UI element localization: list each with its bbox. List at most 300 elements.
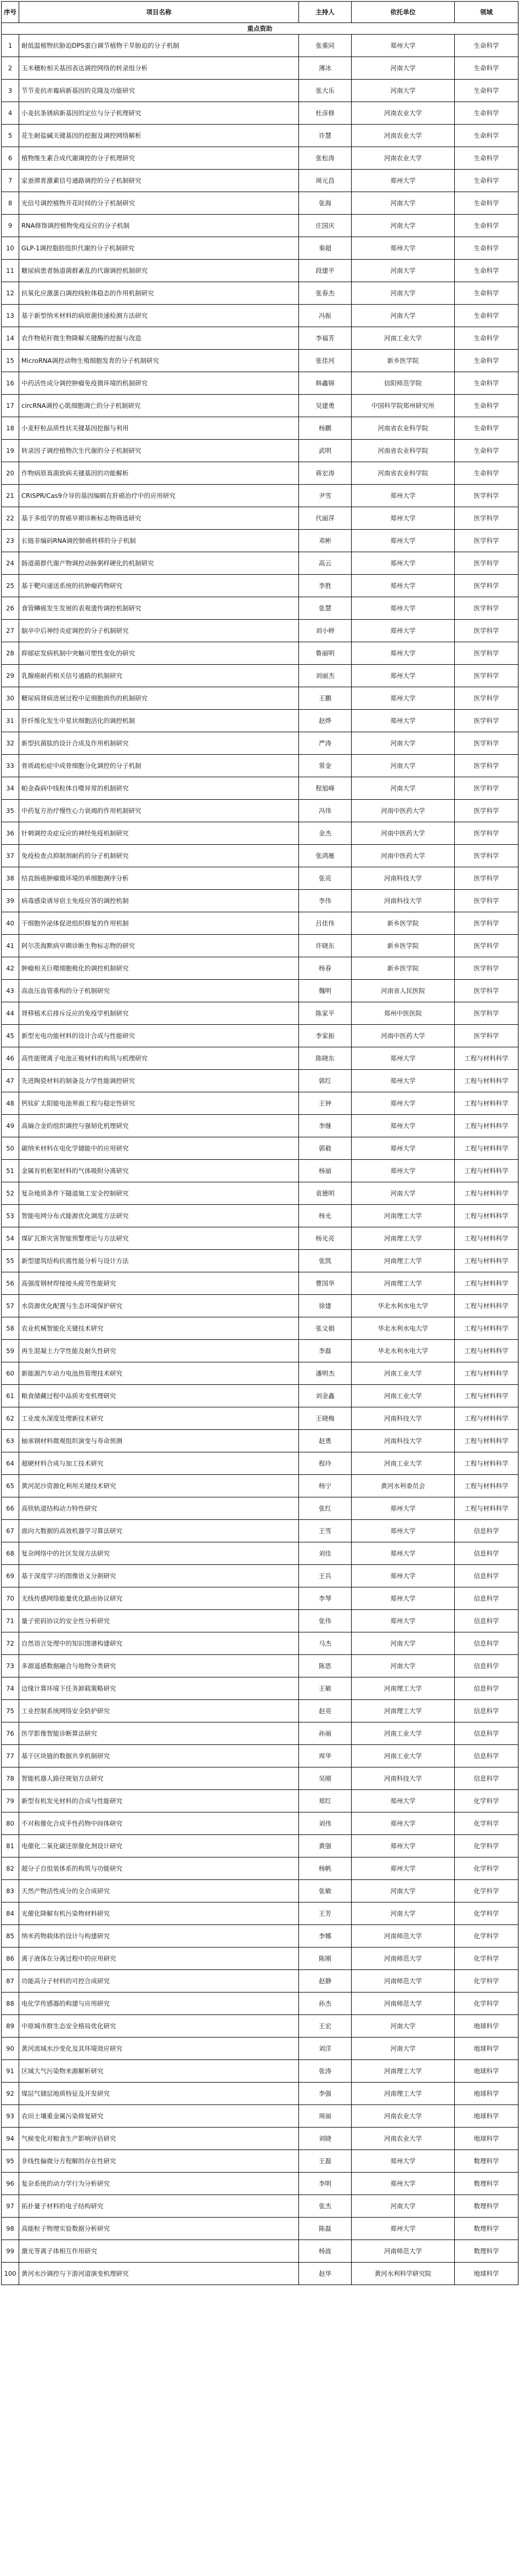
cell-no: 86 [2, 1948, 19, 1970]
cell-unit: 新乡医学院 [352, 935, 455, 957]
cell-host: 李强 [299, 2083, 352, 2105]
cell-name: 糖尿病患者肠道菌群紊乱的代谢调控机制研究 [19, 260, 299, 282]
cell-no: 62 [2, 1407, 19, 1430]
cell-host: 杜彦修 [299, 102, 352, 125]
cell-unit: 河南大学 [352, 1880, 455, 1902]
cell-name: 光催化降解有机污染物材料研究 [19, 1902, 299, 1925]
cell-name: 光信号调控植物开花时间的分子机制研究 [19, 192, 299, 215]
cell-field: 医学科学 [455, 507, 518, 530]
table-row [2, 57, 518, 80]
cell-no: 47 [2, 1070, 19, 1092]
cell-field: 化学科学 [455, 1812, 518, 1835]
cell-name: 轴承钢材料微观组织演变与寿命预测 [19, 1430, 299, 1452]
cell-field: 生命科学 [455, 125, 518, 147]
cell-host: 郑红 [299, 1790, 352, 1812]
cell-unit: 河南科技大学 [352, 890, 455, 912]
cell-no: 4 [2, 102, 19, 125]
table-row [2, 125, 518, 147]
cell-host: 张红 [299, 1497, 352, 1520]
cell-no: 77 [2, 1745, 19, 1767]
cell-unit: 郑州大学 [352, 1115, 455, 1137]
cell-field: 化学科学 [455, 1948, 518, 1970]
table-row [2, 1137, 518, 1160]
cell-host: 冯伟 [299, 800, 352, 822]
cell-host: 周元昌 [299, 170, 352, 192]
cell-host: 杨帆 [299, 1857, 352, 1880]
cell-unit: 河南农业大学 [352, 2128, 455, 2150]
cell-no: 7 [2, 170, 19, 192]
cell-no: 56 [2, 1272, 19, 1295]
cell-host: 黄强 [299, 1835, 352, 1857]
cell-name: 高强度钢材焊接接头疲劳性能研究 [19, 1272, 299, 1295]
cell-name: 病毒感染诱导宿主免疫应答的调控机制 [19, 890, 299, 912]
cell-field: 医学科学 [455, 687, 518, 710]
cell-name: 量子密码协议的安全性分析研究 [19, 1610, 299, 1632]
table-row [2, 800, 518, 822]
cell-unit: 新乡医学院 [352, 912, 455, 935]
cell-field: 医学科学 [455, 642, 518, 665]
table-row [2, 1340, 518, 1362]
cell-no: 38 [2, 867, 19, 890]
table-row [2, 1790, 518, 1812]
cell-field: 医学科学 [455, 800, 518, 822]
cell-unit: 河南省农业科学院 [352, 417, 455, 440]
cell-unit: 河南师范大学 [352, 2240, 455, 2263]
cell-host: 周丽 [299, 2105, 352, 2128]
table-row [2, 530, 518, 552]
cell-field: 生命科学 [455, 282, 518, 305]
table-row [2, 552, 518, 575]
cell-host: 李琴 [299, 1587, 352, 1610]
cell-no: 67 [2, 1520, 19, 1542]
cell-unit: 郑州大学 [352, 2218, 455, 2240]
cell-no: 15 [2, 350, 19, 372]
cell-unit: 郑州大学 [352, 170, 455, 192]
cell-host: 吕佳伟 [299, 912, 352, 935]
cell-field: 信息科学 [455, 1655, 518, 1677]
cell-field: 信息科学 [455, 1520, 518, 1542]
cell-name: 脑卒中后神经炎症调控的分子机制研究 [19, 620, 299, 642]
table-row [2, 1632, 518, 1655]
cell-unit: 河南工业大学 [352, 1745, 455, 1767]
cell-unit: 河南大学 [352, 1655, 455, 1677]
cell-name: 中药活性成分调控肿瘤免疫微环境的机制研究 [19, 372, 299, 395]
cell-unit: 河南大学 [352, 215, 455, 237]
cell-no: 5 [2, 125, 19, 147]
cell-no: 97 [2, 2195, 19, 2218]
cell-name: 基于靶向递送系统的抗肿瘤药物研究 [19, 575, 299, 597]
cell-host: 冯振 [299, 305, 352, 327]
table-row [2, 980, 518, 1002]
cell-unit: 信阳师范学院 [352, 372, 455, 395]
table-row [2, 327, 518, 350]
cell-field: 生命科学 [455, 440, 518, 462]
cell-field: 医学科学 [455, 575, 518, 597]
cell-unit: 河南大学 [352, 1902, 455, 1925]
cell-field: 生命科学 [455, 237, 518, 260]
cell-host: 段建平 [299, 260, 352, 282]
cell-unit: 河南师范大学 [352, 1970, 455, 1993]
cell-name: 复杂地质条件下隧道施工安全控制研究 [19, 1182, 299, 1205]
table-row [2, 597, 518, 620]
cell-unit: 河南理工大学 [352, 1227, 455, 1250]
cell-name: 作物病原真菌致病关键基因的功能解析 [19, 462, 299, 485]
cell-no: 69 [2, 1565, 19, 1587]
cell-no: 44 [2, 1002, 19, 1025]
cell-field: 工程与材料科学 [455, 1182, 518, 1205]
cell-unit: 新乡医学院 [352, 350, 455, 372]
cell-name: circRNA调控心肌细胞凋亡的分子机制研究 [19, 395, 299, 417]
cell-unit: 河南工业大学 [352, 1722, 455, 1745]
cell-field: 化学科学 [455, 1835, 518, 1857]
cell-field: 生命科学 [455, 102, 518, 125]
cell-host: 张松涛 [299, 147, 352, 170]
cell-field: 工程与材料科学 [455, 1317, 518, 1340]
cell-host: 王芳 [299, 1902, 352, 1925]
cell-unit: 河南理工大学 [352, 1250, 455, 1272]
cell-unit: 河南省农业科学院 [352, 440, 455, 462]
cell-no: 37 [2, 845, 19, 867]
table-row [2, 215, 518, 237]
cell-field: 工程与材料科学 [455, 1250, 518, 1272]
cell-name: 煤层气储层地质特征及开发研究 [19, 2083, 299, 2105]
cell-unit: 郑州大学 [352, 2173, 455, 2195]
cell-unit: 郑州大学 [352, 1137, 455, 1160]
cell-field: 工程与材料科学 [455, 1295, 518, 1317]
cell-no: 40 [2, 912, 19, 935]
cell-field: 医学科学 [455, 980, 518, 1002]
cell-field: 医学科学 [455, 665, 518, 687]
table-row [2, 1070, 518, 1092]
cell-no: 81 [2, 1835, 19, 1857]
cell-name: 家蚕滞育激素信号通路调控的分子机制研究 [19, 170, 299, 192]
cell-host: 吴刚 [299, 1767, 352, 1790]
cell-name: 黄河水沙调控与下游河道演变机理研究 [19, 2263, 299, 2285]
cell-unit: 河南大学 [352, 305, 455, 327]
cell-no: 42 [2, 957, 19, 980]
table-row [2, 575, 518, 597]
cell-no: 8 [2, 192, 19, 215]
cell-host: 曹国华 [299, 1272, 352, 1295]
cell-host: 马杰 [299, 1632, 352, 1655]
cell-no: 13 [2, 305, 19, 327]
cell-unit: 郑州大学 [352, 1520, 455, 1542]
cell-no: 52 [2, 1182, 19, 1205]
cell-name: 基于多组学的胃癌早期诊断标志物筛选研究 [19, 507, 299, 530]
cell-unit: 郑州大学 [352, 1610, 455, 1632]
cell-name: 小麦籽粒品质性状关键基因挖掘与利用 [19, 417, 299, 440]
cell-name: 干细胞外泌体促进组织修复的作用机制 [19, 912, 299, 935]
cell-name: 糖尿病肾病进展过程中足细胞损伤的机制研究 [19, 687, 299, 710]
cell-no: 29 [2, 665, 19, 687]
table-row [2, 417, 518, 440]
cell-no: 16 [2, 372, 19, 395]
cell-host: 张大乐 [299, 80, 352, 102]
cell-no: 93 [2, 2105, 19, 2128]
cell-host: 张文娟 [299, 1317, 352, 1340]
table-row [2, 2150, 518, 2173]
table-row [2, 2128, 518, 2150]
cell-host: 张凯 [299, 1250, 352, 1272]
table-row [2, 912, 518, 935]
cell-unit: 河南中医药大学 [352, 822, 455, 845]
cell-field: 信息科学 [455, 1565, 518, 1587]
cell-host: 许晓东 [299, 935, 352, 957]
cell-no: 22 [2, 507, 19, 530]
cell-field: 医学科学 [455, 732, 518, 755]
cell-field: 医学科学 [455, 957, 518, 980]
cell-no: 45 [2, 1025, 19, 1047]
cell-no: 50 [2, 1137, 19, 1160]
cell-unit: 郑州大学 [352, 1092, 455, 1115]
table-row [2, 1722, 518, 1745]
cell-unit: 河南理工大学 [352, 2083, 455, 2105]
cell-name: 医学影像智能诊断算法研究 [19, 1722, 299, 1745]
cell-field: 工程与材料科学 [455, 1385, 518, 1407]
cell-name: 抗氧化应激蛋白调控线粒体稳态的作用机制研究 [19, 282, 299, 305]
table-row [2, 620, 518, 642]
cell-unit: 郑州大学 [352, 1790, 455, 1812]
table-row [2, 1115, 518, 1137]
header-field: 领域 [455, 2, 518, 23]
group-title: 重点资助 [2, 23, 518, 35]
cell-no: 23 [2, 530, 19, 552]
cell-unit: 河南农业大学 [352, 102, 455, 125]
cell-name: 煤矿瓦斯灾害智能预警理论与方法研究 [19, 1227, 299, 1250]
table-row [2, 1475, 518, 1497]
table-row [2, 1857, 518, 1880]
cell-no: 1 [2, 35, 19, 57]
cell-field: 化学科学 [455, 1857, 518, 1880]
table-row [2, 1092, 518, 1115]
cell-host: 代丽萍 [299, 507, 352, 530]
cell-name: 激光等离子体相互作用研究 [19, 2240, 299, 2263]
cell-field: 医学科学 [455, 1002, 518, 1025]
cell-field: 工程与材料科学 [455, 1362, 518, 1385]
cell-unit: 郑州大学 [352, 620, 455, 642]
cell-no: 10 [2, 237, 19, 260]
cell-name: 基于区块链的数据共享机制研究 [19, 1745, 299, 1767]
cell-field: 数理科学 [455, 2173, 518, 2195]
cell-no: 11 [2, 260, 19, 282]
cell-host: 杨光 [299, 1205, 352, 1227]
cell-field: 医学科学 [455, 530, 518, 552]
cell-no: 73 [2, 1655, 19, 1677]
cell-name: 高铁轨道结构动力特性研究 [19, 1497, 299, 1520]
cell-unit: 华北水利水电大学 [352, 1340, 455, 1362]
cell-unit: 郑州大学 [352, 1047, 455, 1070]
table-row [2, 1880, 518, 1902]
cell-name: 不对称催化合成手性药物中间体研究 [19, 1812, 299, 1835]
cell-no: 54 [2, 1227, 19, 1250]
cell-host: 李家振 [299, 1025, 352, 1047]
cell-name: 肝纤维化发生中星状细胞活化的调控机制 [19, 710, 299, 732]
cell-field: 工程与材料科学 [455, 1070, 518, 1092]
cell-field: 地球科学 [455, 2105, 518, 2128]
cell-field: 工程与材料科学 [455, 1205, 518, 1227]
cell-unit: 河南大学 [352, 777, 455, 800]
cell-no: 64 [2, 1452, 19, 1475]
table-row [2, 2038, 518, 2060]
table-row [2, 1407, 518, 1430]
cell-name: 无线传感网络能量优化路由协议研究 [19, 1587, 299, 1610]
cell-field: 工程与材料科学 [455, 1092, 518, 1115]
cell-field: 生命科学 [455, 215, 518, 237]
cell-unit: 河南农业大学 [352, 147, 455, 170]
cell-unit: 郑州大学 [352, 1857, 455, 1880]
cell-unit: 河南工业大学 [352, 1362, 455, 1385]
cell-host: 刘伟 [299, 1812, 352, 1835]
cell-no: 99 [2, 2240, 19, 2263]
cell-no: 14 [2, 327, 19, 350]
cell-unit: 郑州大学 [352, 1160, 455, 1182]
cell-name: 抑郁症发病机制中突触可塑性变化的研究 [19, 642, 299, 665]
cell-unit: 郑州大学 [352, 485, 455, 507]
cell-unit: 河南大学 [352, 1182, 455, 1205]
cell-name: 智能机器人路径规划方法研究 [19, 1767, 299, 1790]
cell-host: 杨丽 [299, 1160, 352, 1182]
project-list-sheet [1, 1, 518, 2285]
cell-host: 周华 [299, 1745, 352, 1767]
cell-unit: 郑州大学 [352, 597, 455, 620]
cell-name: 复杂网络中的社区发现方法研究 [19, 1542, 299, 1565]
cell-unit: 河南大学 [352, 260, 455, 282]
cell-name: 植物维生素合成代谢调控的分子机理研究 [19, 147, 299, 170]
cell-field: 生命科学 [455, 350, 518, 372]
cell-name: 节节麦抗赤霉病新基因的克隆及功能研究 [19, 80, 299, 102]
cell-name: 非线性偏微分方程解的存在性研究 [19, 2150, 299, 2173]
cell-field: 生命科学 [455, 305, 518, 327]
table-row [2, 1745, 518, 1767]
cell-field: 医学科学 [455, 552, 518, 575]
cell-name: RNA修饰调控植物免疫反应的分子机制 [19, 215, 299, 237]
cell-no: 25 [2, 575, 19, 597]
table-row [2, 1295, 518, 1317]
cell-field: 数理科学 [455, 2195, 518, 2218]
cell-name: 金属有机框架材料的气体吸附分离研究 [19, 1160, 299, 1182]
cell-host: 王鹏 [299, 687, 352, 710]
cell-unit: 郑州大学 [352, 35, 455, 57]
cell-no: 30 [2, 687, 19, 710]
cell-no: 79 [2, 1790, 19, 1812]
cell-field: 信息科学 [455, 1632, 518, 1655]
cell-host: 刘丽杰 [299, 665, 352, 687]
cell-host: 武明 [299, 440, 352, 462]
cell-no: 26 [2, 597, 19, 620]
cell-host: 赵烨 [299, 710, 352, 732]
cell-host: 李磊 [299, 1340, 352, 1362]
table-row [2, 1542, 518, 1565]
table-row [2, 957, 518, 980]
cell-no: 9 [2, 215, 19, 237]
cell-unit: 河南理工大学 [352, 2060, 455, 2083]
header-project-name: 项目名称 [19, 2, 299, 23]
cell-field: 信息科学 [455, 1587, 518, 1610]
cell-name: 区域大气污染物来源解析研究 [19, 2060, 299, 2083]
cell-field: 化学科学 [455, 1790, 518, 1812]
cell-no: 59 [2, 1340, 19, 1362]
cell-name: 高能粒子物理实验数据分析研究 [19, 2218, 299, 2240]
cell-unit: 郑州大学 [352, 1542, 455, 1565]
table-row [2, 642, 518, 665]
cell-no: 49 [2, 1115, 19, 1137]
cell-unit: 河南工业大学 [352, 1385, 455, 1407]
table-row [2, 867, 518, 890]
table-row [2, 1925, 518, 1948]
cell-no: 70 [2, 1587, 19, 1610]
cell-unit: 河南中医药大学 [352, 800, 455, 822]
cell-host: 李继 [299, 1115, 352, 1137]
cell-unit: 郑州大学 [352, 1812, 455, 1835]
cell-no: 87 [2, 1970, 19, 1993]
cell-unit: 河南科技大学 [352, 1407, 455, 1430]
cell-name: 电化学传感器的构建与应用研究 [19, 1993, 299, 2015]
cell-name: 功能高分子材料的可控合成研究 [19, 1970, 299, 1993]
cell-no: 43 [2, 980, 19, 1002]
cell-name: 天然产物活性成分的全合成研究 [19, 1880, 299, 1902]
cell-host: 王磊 [299, 2150, 352, 2173]
table-row [2, 2083, 518, 2105]
cell-field: 化学科学 [455, 1880, 518, 1902]
cell-field: 生命科学 [455, 462, 518, 485]
table-row [2, 350, 518, 372]
cell-name: 农田土壤重金属污染修复研究 [19, 2105, 299, 2128]
cell-name: 中药复方治疗慢性心力衰竭的作用机制研究 [19, 800, 299, 822]
cell-no: 78 [2, 1767, 19, 1790]
cell-host: 陈家平 [299, 1002, 352, 1025]
cell-no: 60 [2, 1362, 19, 1385]
cell-unit: 郑州大学 [352, 237, 455, 260]
cell-field: 地球科学 [455, 2015, 518, 2038]
cell-no: 66 [2, 1497, 19, 1520]
cell-unit: 河南中医药大学 [352, 1025, 455, 1047]
cell-no: 48 [2, 1092, 19, 1115]
cell-unit: 郑州大学 [352, 687, 455, 710]
project-table [1, 1, 518, 2285]
cell-no: 83 [2, 1880, 19, 1902]
cell-field: 工程与材料科学 [455, 1115, 518, 1137]
cell-unit: 河南大学 [352, 57, 455, 80]
cell-host: 刘洋 [299, 2038, 352, 2060]
cell-host: 严涛 [299, 732, 352, 755]
cell-no: 51 [2, 1160, 19, 1182]
cell-unit: 华北水利水电大学 [352, 1295, 455, 1317]
cell-unit: 郑州大学 [352, 1587, 455, 1610]
cell-host: 李胜 [299, 575, 352, 597]
cell-name: 农业机械智能化关键技术研究 [19, 1317, 299, 1340]
table-row [2, 845, 518, 867]
cell-host: 杨光亮 [299, 1227, 352, 1250]
cell-no: 58 [2, 1317, 19, 1340]
cell-field: 医学科学 [455, 822, 518, 845]
cell-no: 72 [2, 1632, 19, 1655]
cell-host: 张春杰 [299, 282, 352, 305]
cell-host: 金杰 [299, 822, 352, 845]
cell-no: 65 [2, 1475, 19, 1497]
cell-name: 自然语言处理中的知识图谱构建研究 [19, 1632, 299, 1655]
cell-host: 刘小婷 [299, 620, 352, 642]
cell-name: 新型建筑结构抗震性能分析与设计方法 [19, 1250, 299, 1272]
table-row [2, 1902, 518, 1925]
table-row [2, 395, 518, 417]
cell-unit: 河南大学 [352, 2195, 455, 2218]
cell-unit: 新乡医学院 [352, 957, 455, 980]
cell-no: 32 [2, 732, 19, 755]
table-row [2, 1812, 518, 1835]
cell-unit: 河南大学 [352, 2015, 455, 2038]
table-row [2, 2240, 518, 2263]
table-row [2, 822, 518, 845]
